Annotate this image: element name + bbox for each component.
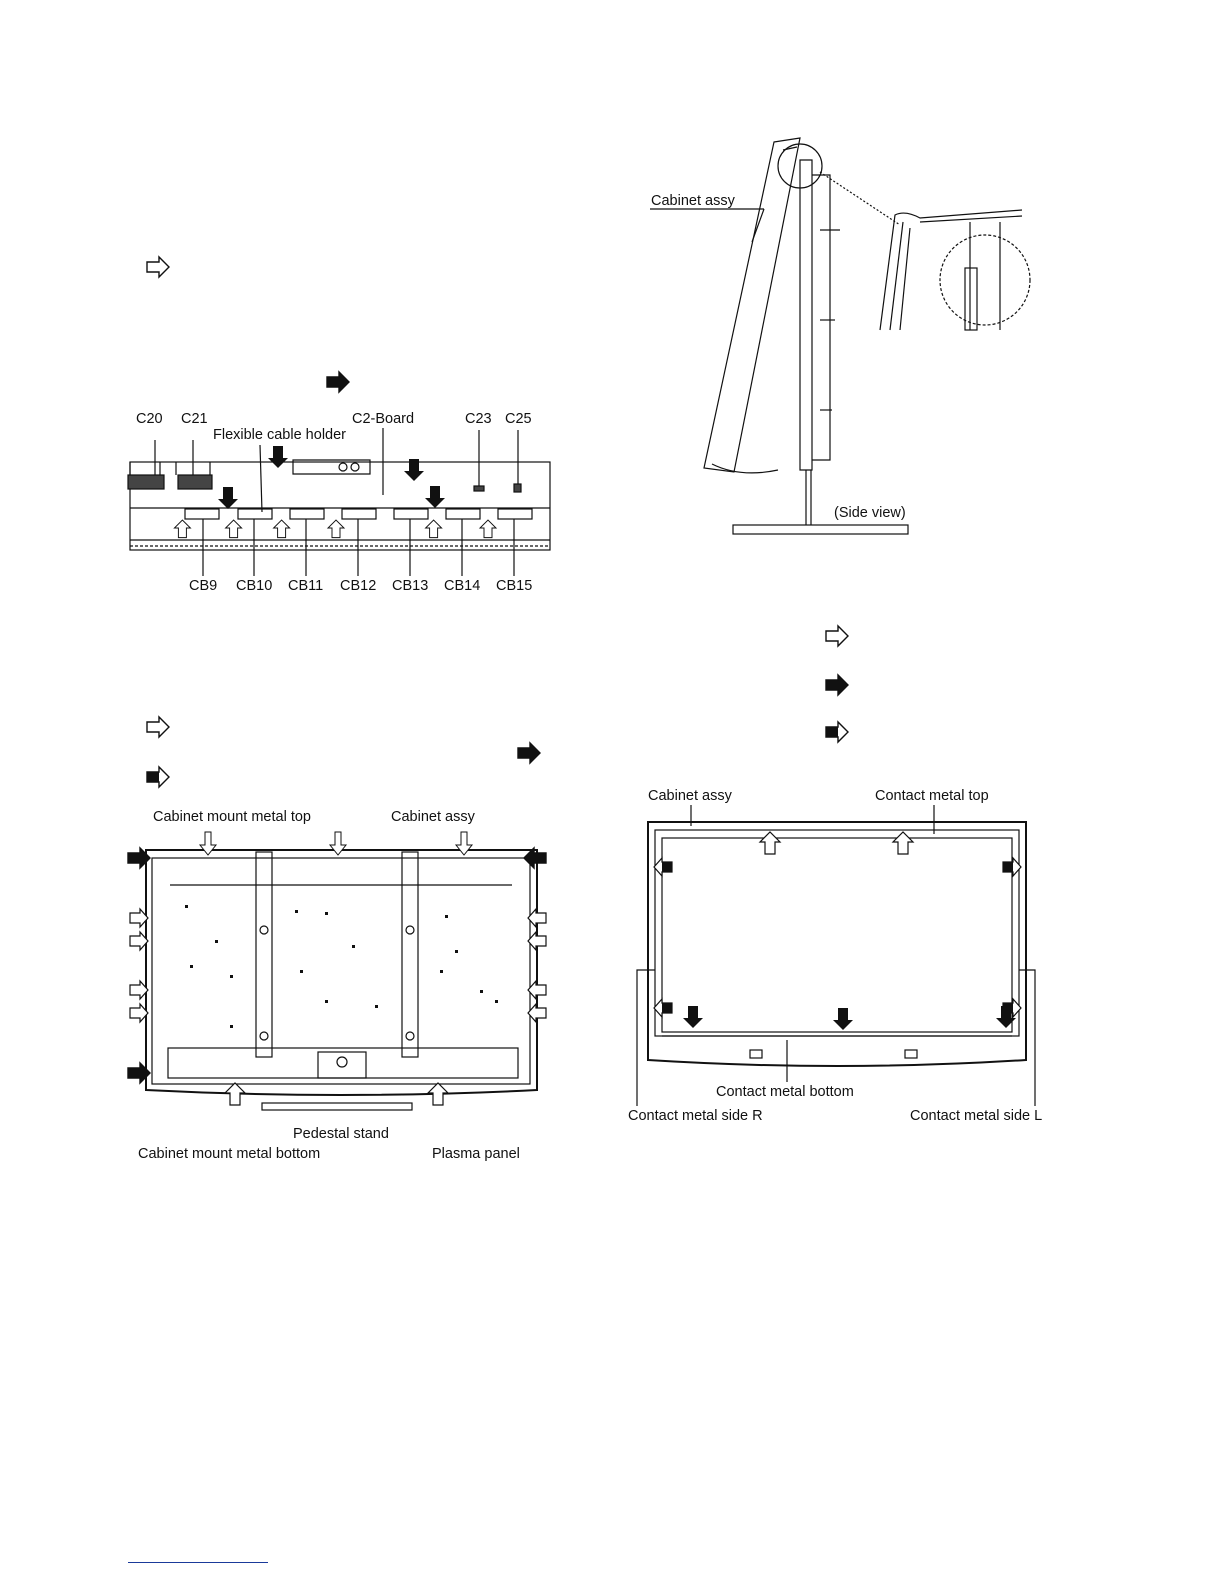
label-contact-metal-bottom: Contact metal bottom	[716, 1084, 854, 1100]
label-contact-metal-side-r: Contact metal side R	[628, 1108, 763, 1124]
label-cb12: CB12	[340, 578, 377, 594]
up-arrow-icon	[760, 832, 913, 854]
label-pedestal-stand: Pedestal stand	[293, 1126, 389, 1142]
up-arrow-icon	[174, 520, 496, 538]
half-arrow-icon	[147, 767, 169, 787]
label-cb15: CB15	[496, 578, 533, 594]
label-c20: C20	[136, 411, 163, 427]
label-side-view: (Side view)	[834, 505, 906, 521]
side-view-diagram	[704, 138, 1030, 534]
label-c21: C21	[181, 411, 208, 427]
label-rear-cabinet-assy: Cabinet assy	[391, 809, 475, 825]
c2-board-diagram	[128, 428, 550, 576]
label-cb14: CB14	[444, 578, 481, 594]
label-plasma-panel: Plasma panel	[432, 1146, 520, 1162]
cabinet-view-diagram	[637, 805, 1035, 1106]
label-cb13: CB13	[392, 578, 429, 594]
label-flexible-cable-holder: Flexible cable holder	[213, 427, 346, 443]
down-arrow-icon	[218, 487, 238, 509]
down-arrow-icon	[268, 446, 288, 468]
solid-arrow-icon	[826, 675, 848, 695]
label-side-cabinet-assy: Cabinet assy	[651, 193, 735, 209]
label-c25: C25	[505, 411, 532, 427]
label-cabinet-cabinet-assy: Cabinet assy	[648, 788, 732, 804]
down-arrow-icon	[683, 1006, 1016, 1030]
solid-arrow-icon	[518, 743, 540, 763]
half-arrow-icon	[826, 722, 848, 742]
rear-view-diagram	[146, 850, 537, 1110]
down-arrow-icon	[425, 486, 445, 508]
label-cabinet-mount-metal-top: Cabinet mount metal top	[153, 809, 311, 825]
label-cb11: CB11	[288, 578, 324, 594]
label-cb10: CB10	[236, 578, 273, 594]
solid-arrow-icon	[327, 372, 349, 392]
label-cb9: CB9	[189, 578, 218, 594]
label-c2-board: C2-Board	[352, 411, 415, 427]
label-c23: C23	[465, 411, 492, 427]
half-arrow-icon	[654, 858, 1021, 1017]
outline-arrow-icon	[147, 717, 169, 737]
label-contact-metal-side-l: Contact metal side L	[910, 1108, 1043, 1124]
label-cabinet-mount-metal-bottom: Cabinet mount metal bottom	[138, 1146, 321, 1162]
down-arrow-icon	[200, 832, 472, 855]
outline-arrow-icon	[826, 626, 848, 646]
label-contact-metal-top: Contact metal top	[875, 788, 989, 804]
footer-rule	[128, 1562, 268, 1563]
outline-arrow-icon	[147, 257, 169, 277]
